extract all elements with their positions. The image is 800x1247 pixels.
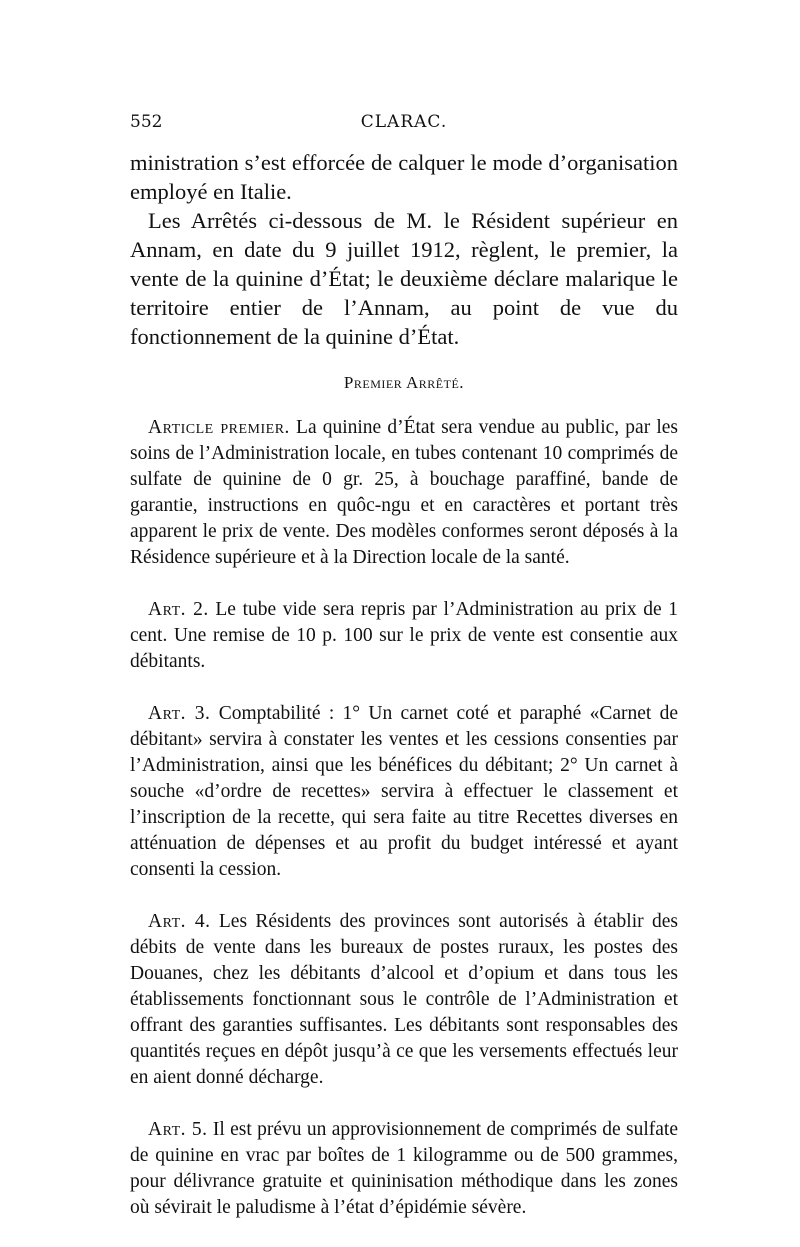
article-3-label: Art. 3.: [148, 703, 211, 724]
article-1: [130, 415, 678, 571]
intro-paragraph: Les Arrêtés ci-dessous de M. le Résident supérieur en Annam, en date du 9 juillet 1912, règlent, le premier, la vente de la quinine d’État; le deuxième déclare malarique le territoire entier de l’Annam, au point de vue du fonctionnement de la quinine d’État.: [130, 208, 678, 349]
article-5-text: Il est prévu un approvisionnement de comprimés de sulfate de quinine en vrac par boîtes de 1 kilogramme ou de 500 grammes, pour délivrance gratuite et quininisation méthodique dans les zones où sévirait le paludisme à l’état d’épidémie sévère.: [130, 1119, 678, 1218]
article-5: [130, 1117, 678, 1221]
article-2-text: Le tube vide sera repris par l’Administration au prix de 1 cent. Une remise de 10 p. 100 sur le prix de vente est consentie aux débitants.: [130, 599, 678, 672]
article-4-text: Les Résidents des provinces sont autorisés à établir des débits de vente dans les bureaux de postes ruraux, les postes des Douanes, chez les débitants d’alcool et d’opium et dans tous les établissements fonctionnant sous le contrôle de l’Administration et offrant des garanties suffisantes. Les débitants sont responsables des quantités reçues en dépôt jusqu’à ce que les versements effectués leur en aient donné décharge.: [130, 911, 678, 1088]
article-3-text: Comptabilité : 1° Un carnet coté et paraphé «Carnet de débitant» servira à constater les ventes et les cessions consenties par l’Administration, ainsi que les bénéfices du débitant; 2° Un carnet à souche «d’ordre de recettes» servira à effectuer le classement et l’inscription de la recette, qui sera faite au titre Recettes diverses en atténuation de dépenses et au profit du budget intéressé et ayant consenti la cession.: [130, 703, 679, 880]
book-page: [130, 112, 678, 1247]
article-4-label: Art. 4.: [148, 911, 211, 932]
article-1-label: Article premier.: [148, 417, 290, 438]
article-2-label: Art. 2.: [148, 599, 209, 620]
section-heading: Premier Arrêté.: [343, 373, 465, 392]
article-1-text: La quinine d’État sera vendue au public, par les soins de l’Administration locale, en tubes contenant 10 comprimés de sulfate de quinine de 0 gr. 25, à bouchage paraffiné, bande de garantie, instructions en quôc-ngu et en caractères et portant très apparent le prix de vente. Des modèles conformes seront déposés à la Résidence supérieure et à la Direction locale de la santé.: [130, 417, 678, 568]
article-5-label: Art. 5.: [148, 1119, 208, 1140]
article-3: [130, 701, 678, 883]
article-2: [130, 597, 678, 675]
article-4: [130, 909, 678, 1091]
page-number: 552: [130, 112, 163, 132]
intro-paragraph-continued: ministration s’est efforcée de calquer le mode d’organisation employé en Italie.: [130, 150, 678, 204]
running-head: [130, 112, 678, 148]
running-title: CLARAC.: [360, 112, 448, 132]
